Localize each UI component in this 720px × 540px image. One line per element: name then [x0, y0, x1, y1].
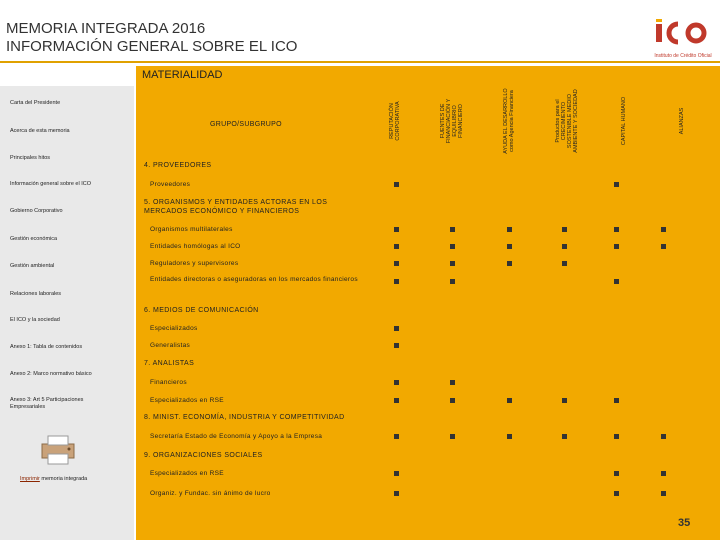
table-row: Financieros	[150, 379, 187, 386]
table-category-row: 7. ANALISTAS	[144, 360, 195, 367]
materiality-mark	[562, 434, 567, 439]
table-category-row: 9. ORGANIZACIONES SOCIALES	[144, 452, 263, 459]
sidebar-item[interactable]: Acerca de esta memoria	[10, 128, 70, 134]
column-header	[425, 86, 479, 156]
materiality-mark	[507, 227, 512, 232]
table-row: Reguladores y supervisores	[150, 260, 239, 267]
materiality-mark	[450, 244, 455, 249]
group-subgroup-label: GRUPO/SUBGRUPO	[210, 121, 282, 128]
table-row: Entidades directoras o aseguradoras en los mercados financieros	[150, 276, 358, 283]
header-divider	[0, 61, 720, 63]
column-header-label: ALIANZAS	[679, 107, 685, 135]
materiality-mark	[450, 227, 455, 232]
materiality-mark	[562, 261, 567, 266]
ico-logo	[652, 18, 714, 58]
materiality-mark	[450, 434, 455, 439]
materiality-mark	[661, 434, 666, 439]
column-header-label: AYUDA EL DESARROLLO como Agencia Financiera	[503, 88, 515, 154]
sidebar-item[interactable]: Gestión ambiental	[10, 263, 55, 269]
page-number: 35	[678, 517, 691, 529]
column-header	[597, 86, 651, 156]
sidebar-item[interactable]: Gobierno Corporativo	[10, 208, 63, 214]
column-header	[482, 86, 536, 156]
logo-tagline: Instituto de Crédito Oficial	[654, 53, 712, 59]
materiality-mark	[394, 398, 399, 403]
column-header-label: REPUTACIÓN CORPORATIVA	[389, 101, 401, 141]
sidebar-item[interactable]: Gestión económica	[10, 236, 58, 242]
materiality-mark	[394, 326, 399, 331]
table-row: Secretaría Estado de Economía y Apoyo a la Empresa	[150, 433, 323, 440]
column-header	[540, 86, 594, 156]
materiality-mark	[507, 244, 512, 249]
materiality-mark	[614, 434, 619, 439]
materiality-mark	[614, 398, 619, 403]
materiality-mark	[394, 244, 399, 249]
materiality-mark	[394, 182, 399, 187]
materiality-mark	[562, 244, 567, 249]
sidebar-item[interactable]: El ICO y la sociedad	[10, 317, 60, 323]
materiality-mark	[394, 380, 399, 385]
table-row: Especializados en RSE	[150, 397, 224, 404]
title-line-1: MEMORIA INTEGRADA 2016	[6, 20, 206, 37]
materiality-mark	[450, 380, 455, 385]
table-category-row: 6. MEDIOS DE COMUNICACIÓN	[144, 307, 259, 314]
table-row: Organiz. y Fundac. sin ánimo de lucro	[150, 490, 271, 497]
materiality-mark	[614, 182, 619, 187]
materiality-mark	[562, 398, 567, 403]
table-category-row: 8. MINIST. ECONOMÍA, INDUSTRIA Y COMPETITIVIDAD	[144, 414, 345, 421]
materiality-mark	[394, 227, 399, 232]
materiality-mark	[507, 434, 512, 439]
column-header	[368, 86, 422, 156]
materiality-mark	[394, 279, 399, 284]
print-link-rest: memoria integrada	[39, 476, 88, 482]
column-header-label: FUENTES DE FINANCIACIÓN Y EQUILIBRIO FINANCIERO	[440, 98, 464, 144]
sidebar-item[interactable]: Relaciones laborales	[10, 291, 62, 297]
materiality-mark	[394, 261, 399, 266]
page-title	[6, 20, 297, 56]
materiality-mark	[614, 471, 619, 476]
materiality-mark	[394, 343, 399, 348]
section-header	[136, 66, 720, 86]
column-header	[655, 86, 709, 156]
sidebar-item[interactable]: Anexo 2: Marco normativo básico	[10, 371, 92, 377]
table-row: Proveedores	[150, 181, 191, 188]
materiality-mark	[450, 398, 455, 403]
table-category-row: 5. ORGANISMOS Y ENTIDADES ACTORAS EN LOS MERCADOS ECONÓMICO Y FINANCIEROS	[144, 199, 328, 215]
materiality-mark	[394, 491, 399, 496]
table-row: Especializados	[150, 325, 198, 332]
materiality-mark	[507, 398, 512, 403]
materiality-mark	[450, 261, 455, 266]
ico-logo-icon	[652, 18, 714, 48]
column-header-label: CAPITAL HUMANO	[621, 96, 627, 146]
materiality-mark	[661, 471, 666, 476]
printer-icon[interactable]	[38, 434, 78, 466]
sidebar-item[interactable]: Anexo 3: Art 5 Participaciones Empresariales	[10, 397, 84, 410]
materiality-mark	[661, 227, 666, 232]
section-title: MATERIALIDAD	[142, 69, 223, 81]
materiality-mark	[507, 261, 512, 266]
materiality-mark	[661, 491, 666, 496]
materiality-mark	[614, 279, 619, 284]
sidebar-item[interactable]: Principales hitos	[10, 155, 51, 161]
sidebar-item[interactable]: Anexo 1: Tabla de contenidos	[10, 344, 83, 350]
materiality-mark	[394, 471, 399, 476]
table-row: Organismos multilaterales	[150, 226, 233, 233]
table-category-row: 4. PROVEEDORES	[144, 162, 212, 169]
materiality-mark	[614, 491, 619, 496]
sidebar-item[interactable]: Información general sobre el ICO	[10, 181, 92, 187]
materiality-mark	[614, 244, 619, 249]
print-link[interactable]	[20, 476, 87, 482]
table-row: Especializados en RSE	[150, 470, 224, 477]
column-header-label: Productos para el CRECIMIENTO SOSTENIBLE MEDIO AMBIENTE Y SOCIEDAD	[555, 89, 579, 153]
title-line-2: INFORMACIÓN GENERAL SOBRE EL ICO	[6, 38, 298, 55]
materiality-mark	[562, 227, 567, 232]
materiality-mark	[394, 434, 399, 439]
table-row: Generalistas	[150, 342, 191, 349]
materiality-mark	[614, 227, 619, 232]
table-row: Entidades homólogas al ICO	[150, 243, 241, 250]
materiality-mark	[661, 244, 666, 249]
print-link-word[interactable]: Imprimir	[20, 476, 40, 482]
materiality-mark	[450, 279, 455, 284]
sidebar-item[interactable]: Carta del Presidente	[10, 100, 61, 106]
